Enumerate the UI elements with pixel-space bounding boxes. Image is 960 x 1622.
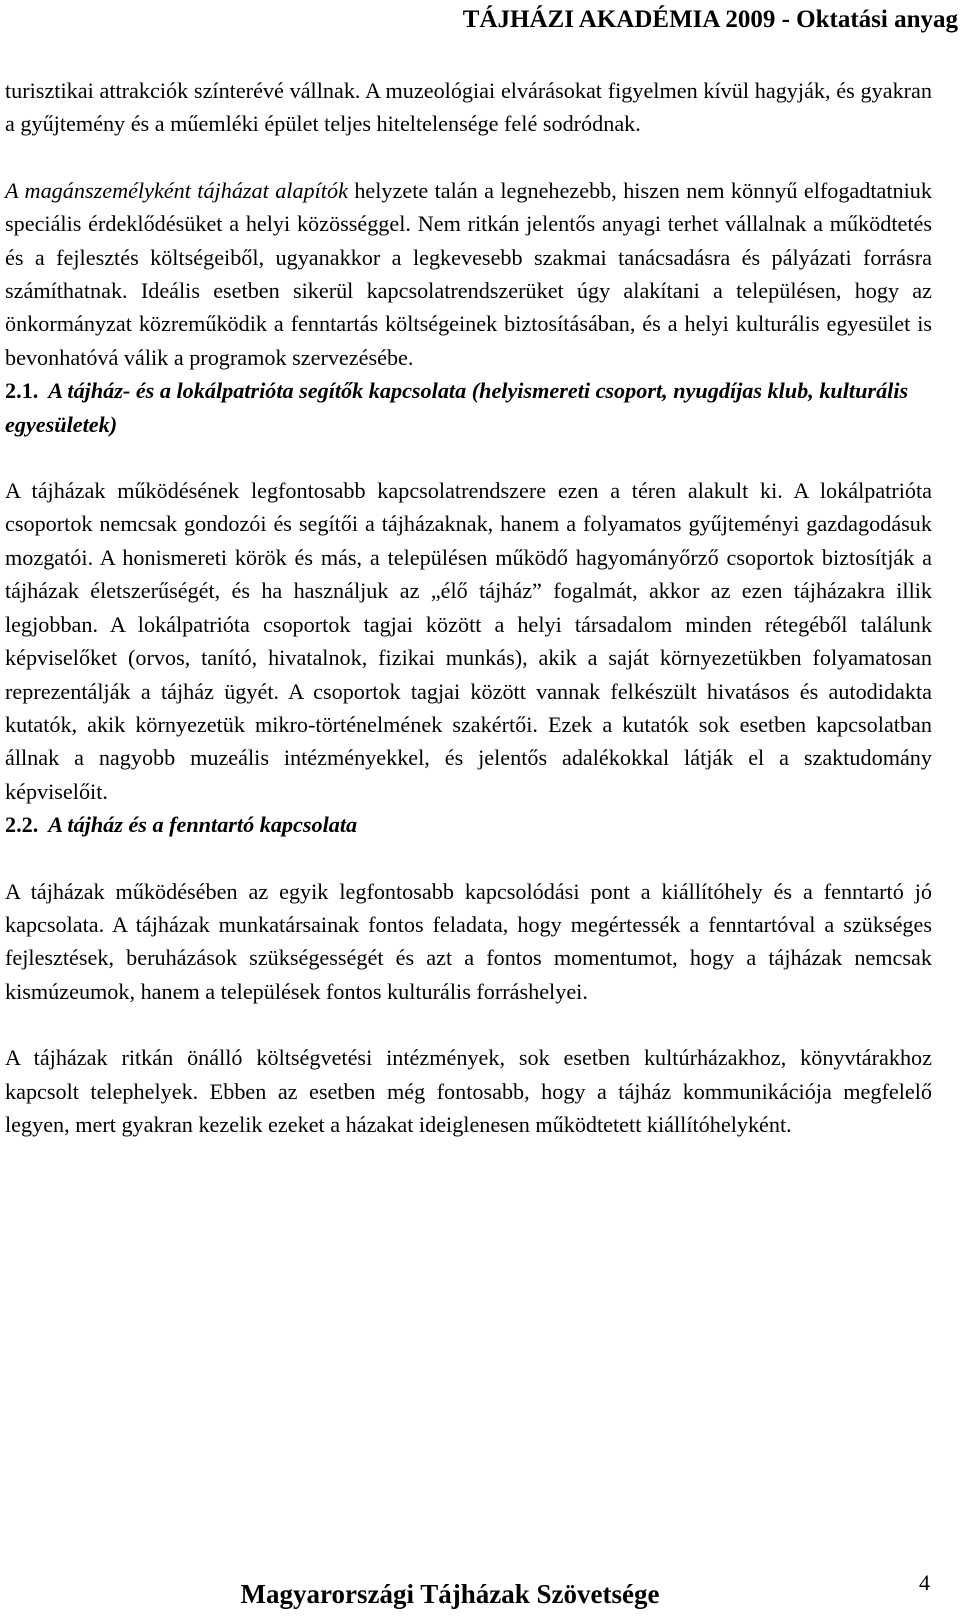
paragraph-local-patriots: A tájházak működésének legfontosabb kapcsolatrendszere ezen a téren alakult ki. A lokálpatrióta csoportok nemcsak gondozói és segítői a tájházaknak, hanem a folyamatos gyűjteményi gazdagodásuk mozgatói. A honismereti körök és más, a településen működő hagyományőrző csoportok biztosítják a tájházak életszerűségét, és ha használjuk az „élő tájház” fogalmát, akkor az ezen tájházakra illik legjobban. A lokálpatrióta csoportok tagjai között a helyi társadalom minden rétegéből találunk képviselőket (orvos, tanító, hivatalnok, fizikai munkás), akik a saját környezetükben folyamatosan reprezentálják a tájház ügyét. A csoportok tagjai között vannak felkészült hivatásos és autodidakta kutatók, akik környezetük mikro-történelmének szakértői. Ezek a kutatók sok esetben kapcsolatban állnak a nagyobb muzeális intézményekkel, és jelentős adalékokkal látják el a szaktudomány képviselőit.	[5, 478, 932, 804]
section-number-2-2: 2.2.	[5, 812, 39, 838]
page-footer	[0, 1570, 960, 1614]
section-heading-2-1	[5, 374, 932, 441]
paragraph-private-founders-text: helyzete talán a legnehezebb, hiszen nem könnyű elfogadtatniuk speciális érdeklődésüket a helyi közösséggel. Nem ritkán jelentős anyagi terhet vállalnak a működtetés és a fejlesztés költségeiből, ugyanakkor a legkevesebb szakmai tanácsadásra és pályázati forrásra számíthatnak. Ideális esetben sikerül kapcsolatrendszerüket úgy alakítani a településen, hogy az önkormányzat közreműködik a fenntartás költségeinek biztosításában, és a helyi kulturális egyesület is bevonhatóvá válik a programok szervezésébe.	[5, 177, 932, 370]
page-header: TÁJHÁZI AKADÉMIA 2009 - Oktatási anyag	[462, 6, 958, 33]
section-title-2-2: A tájház és a fenntartó kapcsolata	[48, 812, 358, 838]
page-content	[5, 74, 932, 1141]
footer-organization: Magyarországi Tájházak Szövetsége	[240, 1579, 660, 1609]
paragraph-maintainer: A tájházak működésében az egyik legfontosabb kapcsolódási pont a kiállítóhely és a fenntartó jó kapcsolata. A tájházak munkatársainak fontos feladata, hogy megértessék a fenntartóval a szükséges fejlesztések, beruházások szükségességét és azt a fontos momentumot, hogy a tájházak nemcsak kismúzeumok, hanem a települések fontos kulturális forráshelyei.	[5, 878, 932, 1004]
section-number-2-1: 2.1.	[5, 378, 39, 404]
paragraph-private-founders	[5, 174, 932, 374]
page-number: 4	[919, 1570, 930, 1595]
section-title-2-1: A tájház- és a lokálpatrióta segítők kapcsolata (helyismereti csoport, nyugdíjas klub, kulturális egyesületek)	[5, 378, 909, 437]
paragraph-budget: A tájházak ritkán önálló költségvetési intézmények, sok esetben kultúrházakhoz, könyvtárakhoz kapcsolt telephelyek. Ebben az esetben még fontosabb, hogy a tájház kommunikációja megfelelő legyen, mert gyakran kezelik ezeket a házakat ideiglenesen működtetett kiállítóhelyként.	[5, 1045, 932, 1137]
section-heading-2-2	[5, 808, 932, 841]
paragraph-intro: turisztikai attrakciók színterévé vállnak. A muzeológiai elvárásokat figyelmen kívül hagyják, és gyakran a gyűjtemény és a műemléki épület teljes hiteltelensége felé sodródnak.	[5, 78, 932, 137]
paragraph-private-founders-emphasis: A magánszemélyként tájházat alapítók	[5, 177, 348, 203]
